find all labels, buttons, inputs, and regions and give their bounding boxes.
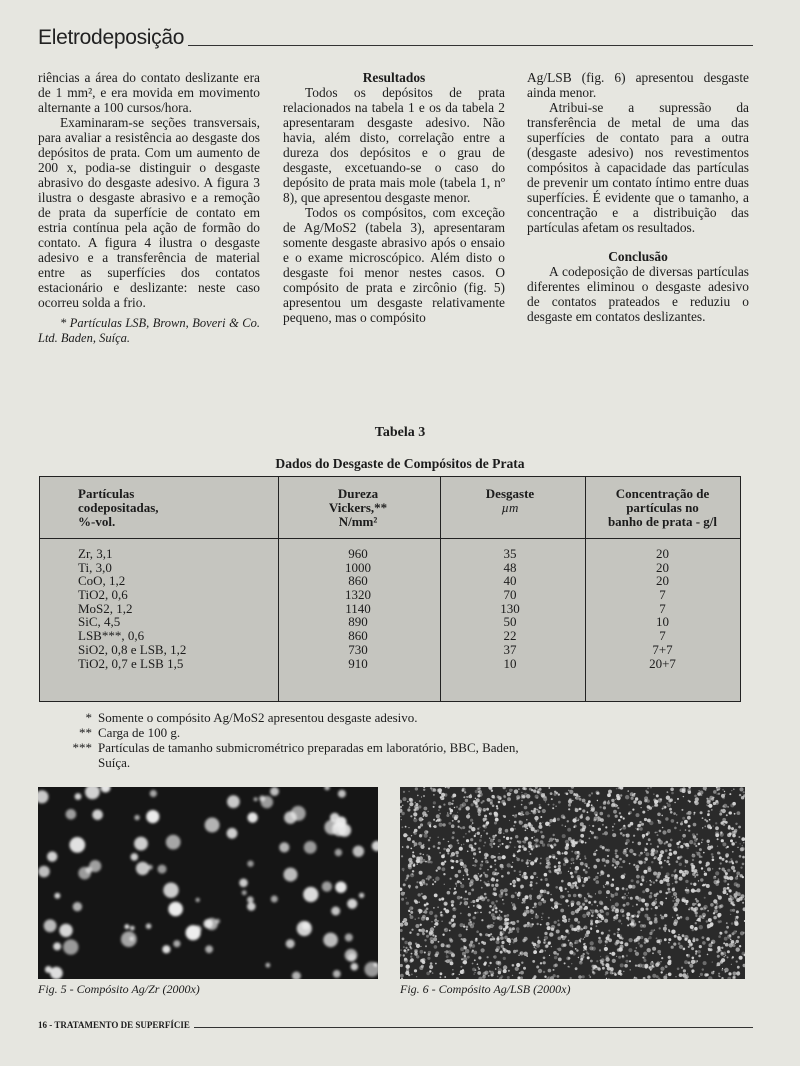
table-subtitle: Dados do Desgaste de Compósitos de Prata <box>275 456 525 471</box>
table-row: TiO2, 0,7 e LSB 1,5 910 10 20+7 <box>78 655 676 671</box>
paragraph: Ag/LSB (fig. 6) apresentou desgaste ainda menor. <box>527 70 749 100</box>
column-header-wear: Desgaste µm <box>485 486 535 515</box>
figure-caption: Fig. 6 - Compósito Ag/LSB (2000x) <box>400 982 571 996</box>
column-header-hardness: Dureza Vickers,** N/mm² <box>328 486 388 529</box>
text-column-1 <box>38 70 260 346</box>
footer-label: 16 - TRATAMENTO DE SUPERFÍCIE <box>38 1020 190 1030</box>
table-notes <box>50 710 520 770</box>
table-title: Tabela 3 <box>374 425 426 440</box>
table-body <box>40 547 740 670</box>
table-row: SiC, 4,5 890 50 10 <box>78 614 669 630</box>
paragraph: Atribui-se a supressão da transferência de metal de uma das superfícies de contato para a outra (desgaste adesivo) nos revestimentos compósitos à capacidade das partículas de prevenir um contato íntimo entre duas superfícies. É evidente que o tamanho, a concentração e a distribuição das partículas afetam os resultados. <box>527 100 749 235</box>
table-row: MoS2, 1,2 1140 130 7 <box>78 600 666 616</box>
table-row: SiO2, 0,8 e LSB, 1,2 730 37 7+7 <box>78 641 673 657</box>
paragraph: A codeposição de diversas partículas diferentes eliminou o desgaste adesivo de contatos prateados e reduziu o desgaste em contatos deslizantes. <box>527 264 749 324</box>
running-title: Eletrodeposição <box>38 26 185 49</box>
text-column-2 <box>283 70 505 325</box>
section-heading: Conclusão <box>608 249 668 264</box>
figure-caption: Fig. 5 - Compósito Ag/Zr (2000x) <box>38 982 200 996</box>
text-column-3 <box>527 70 749 324</box>
section-heading: Resultados <box>362 70 426 85</box>
table-row: Zr, 3,1 960 35 20 <box>78 546 669 561</box>
page-header <box>38 22 753 48</box>
table-row: Ti, 3,0 1000 48 20 <box>78 559 669 575</box>
table-note: * Somente o compósito Ag/MoS2 apresentou desgaste adesivo. <box>85 710 418 725</box>
column-header-particles: Partículas codepositadas, %-vol. <box>78 486 159 529</box>
micrograph-ag-lsb <box>400 787 745 979</box>
table-note: *** Partículas de tamanho submicrométrico preparadas em laboratório, BBC, Baden, Suíça. <box>72 740 519 770</box>
paragraph: Todos os depósitos de prata relacionados na tabela 1 e os da tabela 2 apresentaram desgaste adesivo. Não havia, além disto, correlação entre a dureza dos depósitos e o grau de desgaste, excetuando-se o caso do depósito de prata mais mole (tabela 1, nº 8), que apresentou desgaste menor. <box>283 85 505 205</box>
paragraph: Examinaram-se seções transversais, para avaliar a resistência ao desgaste dos depósitos de prata. Com um aumento de 200 x, podia-se distinguir o desgaste abrasivo do desgaste adesivo. A figura 3 ilustra o desgaste abrasivo e a remoção de prata da superfície de contato em estria contínua pela ação de formão do contato. A figura 4 ilustra o desgaste adesivo e a transferência de material entre as superfícies dos contatos estacionário e deslizante: neste caso ocorreu solda a frio. <box>38 115 260 310</box>
footnote: * Partículas LSB, Brown, Boveri & Co. Ltd. Baden, Suíça. <box>38 316 260 345</box>
table-header <box>40 477 740 539</box>
table-row: LSB***, 0,6 860 22 7 <box>78 628 666 644</box>
column-header-concentration: Concentração de partículas no banho de prata - g/l <box>607 486 718 529</box>
paragraph: Todos os compósitos, com exceção de Ag/MoS2 (tabela 3), apresentaram somente desgaste abrasivo após o ensaio e o exame microscópico. Além disto o desgaste foi menor nestes casos. O compósito de prata e zircônio (fig. 5) apresentou um desgaste relativamente pequeno, mas o compósito <box>283 205 505 325</box>
micrograph-ag-zr <box>38 787 378 979</box>
table-row: TiO2, 0,6 1320 70 7 <box>78 587 666 603</box>
table-note: ** Carga de 100 g. <box>79 725 181 740</box>
footer-rule <box>194 1027 753 1028</box>
data-table <box>39 476 741 702</box>
paragraph: riências a área do contato deslizante era de 1 mm², e era movida em movimento alternante a 100 cursos/hora. <box>38 70 260 115</box>
table-row: CoO, 1,2 860 40 20 <box>78 573 669 589</box>
page-footer <box>38 1020 753 1030</box>
header-rule <box>188 45 753 46</box>
